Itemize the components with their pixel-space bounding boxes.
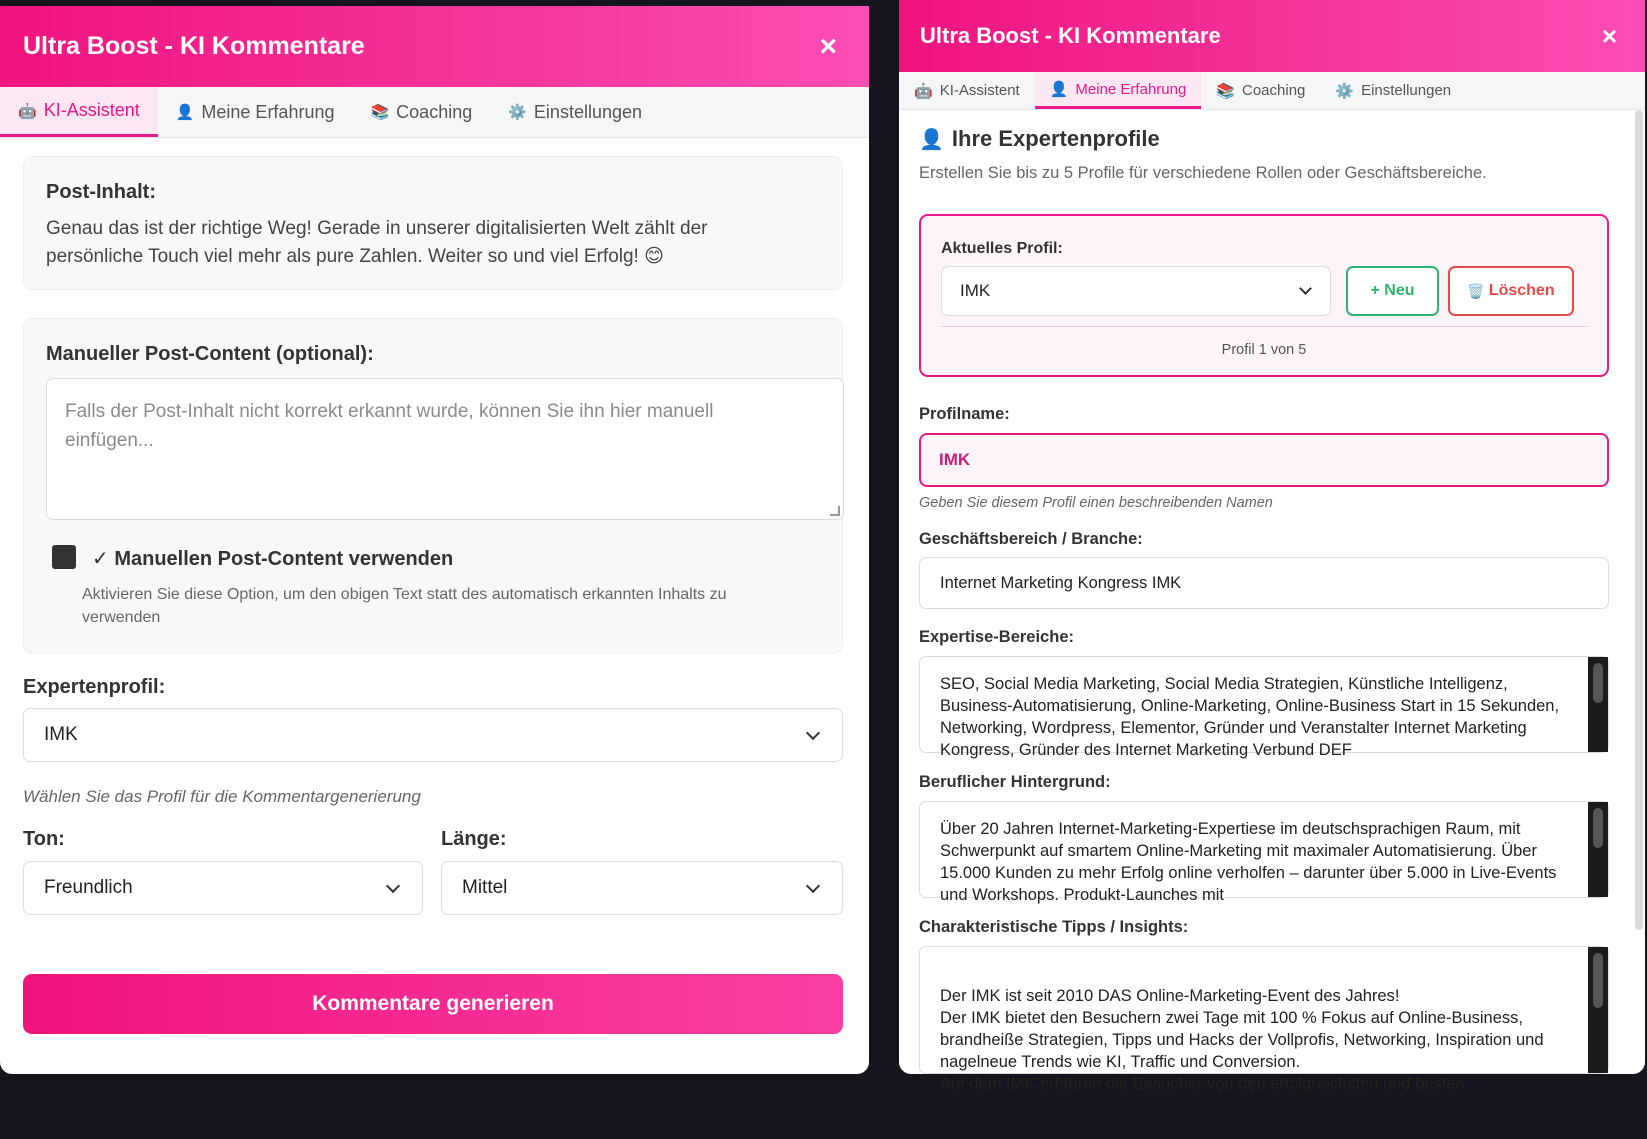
background-label: Beruflicher Hintergrund: (919, 773, 1111, 791)
expert-profile-help: Wählen Sie das Profil für die Kommentargenerierung (23, 787, 421, 806)
tone-select[interactable] (23, 861, 423, 915)
user-icon: 👤 (175, 104, 195, 121)
expertise-text: SEO, Social Media Marketing, Social Media Strategien, Künstliche Intelligenz, Business-Automatisierung, Online-Marketing, Online-Business Start in 15 Sekunden, Networking, Wordpress, Elementor, Gründer und Veranstalter Internet Marketing Kongress, Gründer des Internet Marketing Verbund DEF (940, 675, 1560, 759)
current-profile-select[interactable] (941, 266, 1331, 316)
gear-icon: ⚙️ (508, 104, 527, 121)
books-icon: 📚 (370, 104, 390, 121)
resize-handle-icon[interactable] (830, 506, 840, 516)
trash-icon: 🗑️ (1467, 282, 1485, 299)
tab-label: Einstellungen (533, 101, 643, 122)
branch-label: Geschäftsbereich / Branche: (919, 530, 1143, 548)
branch-input[interactable]: Internet Marketing Kongress IMK (919, 557, 1609, 609)
profile-name-help: Geben Sie diesem Profil einen beschreibenden Namen (919, 495, 1273, 511)
robot-icon: 🤖 (914, 82, 933, 100)
expert-profile-value: IMK (44, 724, 78, 745)
tab-label: Meine Erfahrung (201, 101, 335, 122)
background-textarea[interactable] (919, 801, 1609, 904)
current-profile-box (919, 214, 1609, 377)
right-tab-ki-assistent[interactable] (899, 72, 1035, 109)
tab-label: Meine Erfahrung (1075, 80, 1187, 98)
left-tab-ki-assistent[interactable] (0, 87, 158, 137)
tips-label: Charakteristische Tipps / Insights: (919, 918, 1189, 936)
right-panel (899, 0, 1645, 1093)
manual-content-checkbox-label[interactable]: ✓ Manuellen Post-Content verwenden (92, 548, 454, 570)
expertise-textarea[interactable] (919, 656, 1609, 759)
expert-profile-label: Expertenprofil: (23, 676, 166, 698)
scrollbar-thumb[interactable] (1593, 808, 1603, 848)
scrollbar-thumb[interactable] (1593, 953, 1603, 1008)
left-tab-coaching[interactable] (352, 87, 490, 137)
current-profile-label: Aktuelles Profil: (941, 240, 1063, 257)
section-title: Ihre Expertenprofile (951, 126, 1160, 151)
manual-content-help: Aktivieren Sie diese Option, um den obigen Text statt des automatisch erkannten Inhalts zu verwenden (82, 586, 727, 626)
chevron-down-icon (806, 725, 820, 739)
left-tab-meine-erfahrung[interactable] (158, 87, 353, 137)
post-content-label: Post-Inhalt: (46, 181, 156, 203)
length-value: Mittel (462, 877, 508, 898)
tab-label: Einstellungen (1361, 82, 1452, 99)
post-content-card (23, 156, 843, 290)
tab-label: Coaching (1242, 82, 1306, 99)
delete-profile-button[interactable] (1448, 266, 1574, 316)
expertise-scrollbar[interactable] (1588, 657, 1608, 752)
delete-label: Löschen (1488, 282, 1555, 299)
left-tab-bar (0, 87, 869, 138)
tab-label: KI-Assistent (43, 100, 140, 120)
manual-content-checkbox[interactable] (52, 545, 76, 569)
background-text: Über 20 Jahren Internet-Marketing-Expertiese im deutschsprachigen Raum, mit Schwerpunkt auf smartem Online-Marketing mit maximaler Automatisierung. Über 15.000 Kunden zu mehr Erfolg online verholfen – darunter über 5.000 in Live-Events und Workshops. Produkt-Launches mit (940, 820, 1557, 904)
left-panel (0, 6, 869, 1074)
left-header (0, 6, 869, 87)
new-profile-button[interactable]: + Neu (1346, 266, 1439, 316)
manual-content-textarea[interactable] (46, 378, 844, 520)
tips-text: Der IMK ist seit 2010 DAS Online-Marketing-Event des Jahres! Der IMK bietet den Besuchern zwei Tage mit 100 % Fokus auf Online-Business, brandheiße Strategien, Tipps und Hacks der Vollprofis, Networking, Inspiration und nagelneue Trends wie KI, Traffic und Conversion. Auf dem IMK erfahren die Besucher von den erfolgreichsten und besten (940, 987, 1544, 1093)
profile-count: Profil 1 von 5 (1221, 342, 1307, 358)
section-description: Erstellen Sie bis zu 5 Profile für verschiedene Rollen oder Geschäftsbereiche. (919, 164, 1487, 182)
manual-content-card (23, 318, 843, 654)
left-title: Ultra Boost - KI Kommentare (23, 32, 365, 60)
left-tab-einstellungen[interactable] (490, 87, 660, 137)
chevron-down-icon (806, 878, 820, 892)
right-tab-meine-erfahrung[interactable] (1035, 72, 1202, 109)
books-icon: 📚 (1216, 82, 1235, 100)
tips-textarea[interactable] (919, 946, 1609, 1093)
expert-profile-select[interactable] (23, 708, 843, 762)
manual-content-label: Manueller Post-Content (optional): (46, 343, 374, 365)
scrollbar-thumb[interactable] (1593, 663, 1603, 703)
gear-icon: ⚙️ (1335, 82, 1355, 100)
background-scrollbar[interactable] (1588, 802, 1608, 897)
divider (941, 326, 1587, 327)
length-select[interactable] (441, 861, 843, 915)
right-title: Ultra Boost - KI Kommentare (920, 23, 1221, 48)
right-tab-bar (899, 72, 1645, 110)
section-heading (919, 126, 1160, 152)
right-tab-coaching[interactable] (1201, 72, 1320, 109)
left-close-icon[interactable]: × (819, 29, 837, 63)
right-close-icon[interactable]: × (1601, 21, 1617, 51)
length-label: Länge: (441, 828, 507, 850)
current-profile-value: IMK (960, 281, 991, 300)
tone-label: Ton: (23, 828, 65, 850)
post-content-text: Genau das ist der richtige Weg! Gerade in unserer digitalisierten Welt zählt der persönliche Touch viel mehr als pure Zahlen. Weiter so und viel Erfolg! 😊 (46, 218, 708, 267)
robot-icon: 🤖 (18, 102, 37, 120)
tone-value: Freundlich (44, 877, 133, 898)
profile-name-input[interactable]: IMK (919, 433, 1609, 487)
profile-name-label: Profilname: (919, 405, 1010, 423)
user-icon: 👤 (1049, 81, 1069, 98)
chevron-down-icon (386, 878, 400, 892)
right-tab-einstellungen[interactable] (1320, 72, 1466, 109)
expertise-label: Expertise-Bereiche: (919, 628, 1074, 646)
user-icon: 👤 (919, 128, 944, 151)
chevron-down-icon (1299, 282, 1312, 295)
right-header (899, 0, 1645, 72)
tab-label: Coaching (396, 101, 473, 122)
generate-comments-button[interactable]: Kommentare generieren (23, 974, 843, 1034)
tab-label: KI-Assistent (939, 82, 1020, 99)
tips-scrollbar[interactable] (1588, 947, 1608, 1073)
panel-scrollbar[interactable] (1635, 110, 1643, 930)
manual-content-placeholder: Falls der Post-Inhalt nicht korrekt erkannt wurde, können Sie ihn hier manuell einfügen... (65, 401, 714, 451)
